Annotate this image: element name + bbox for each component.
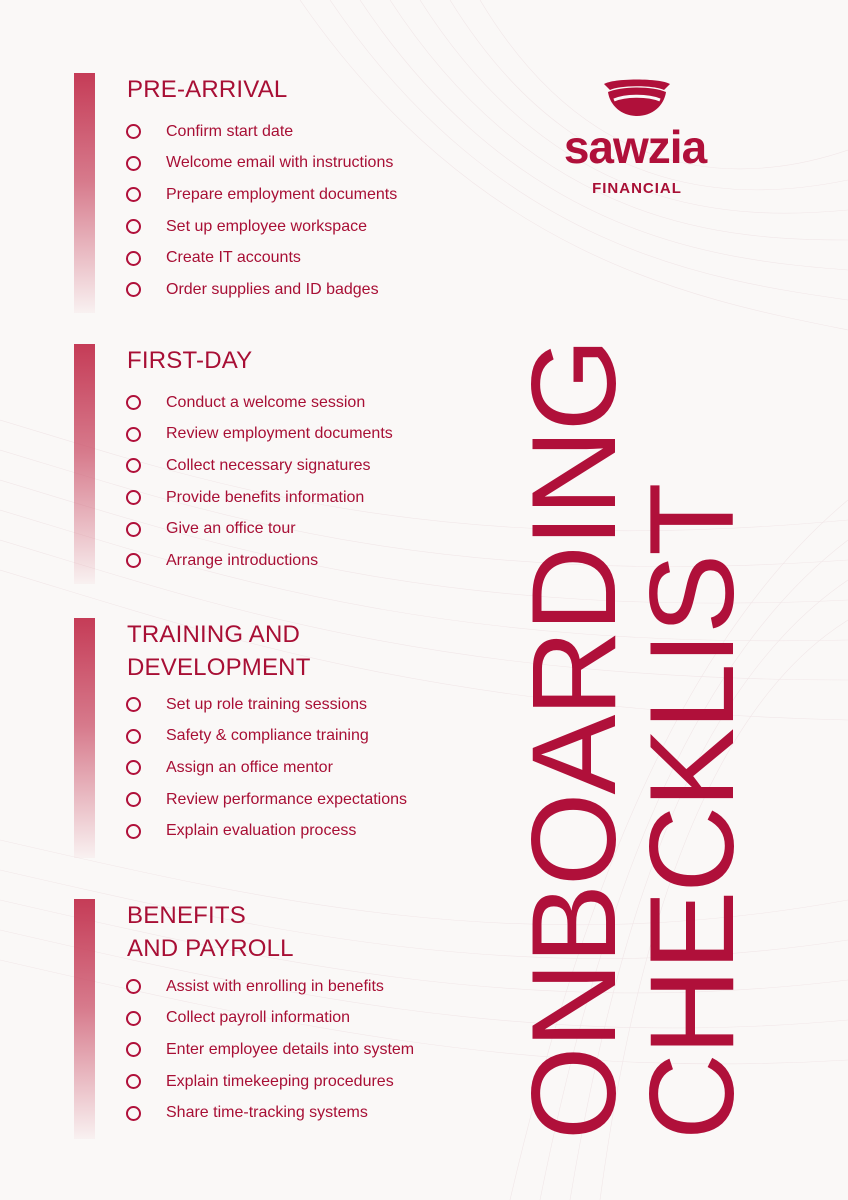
checkbox-circle-icon[interactable] [126,219,141,234]
checkbox-circle-icon[interactable] [126,156,141,171]
checklist-item[interactable]: Set up role training sessions [126,689,407,721]
checklist-item[interactable]: Assign an office mentor [126,752,407,784]
checklist-item[interactable]: Welcome email with instructions [126,148,397,180]
checkbox-circle-icon[interactable] [126,124,141,139]
checkbox-circle-icon[interactable] [126,395,141,410]
checklist-item[interactable]: Set up employee workspace [126,211,397,243]
checklist-item[interactable]: Confirm start date [126,116,397,148]
checklist-item[interactable]: Order supplies and ID badges [126,274,397,306]
section-heading: TRAINING AND DEVELOPMENT [127,621,311,681]
checkbox-circle-icon[interactable] [126,1106,141,1121]
checkbox-circle-icon[interactable] [126,458,141,473]
page-title-line1: ONBOARDING [507,339,641,1140]
section-accent-bar [74,899,95,1139]
checklist-item[interactable]: Review performance expectations [126,784,407,816]
brand-name: sawzia [563,121,707,173]
checkbox-circle-icon[interactable] [126,490,141,505]
page-title-line2: CHECKLIST [625,484,759,1140]
checklist-item[interactable]: Arrange introductions [126,545,393,577]
checklist-item[interactable]: Collect necessary signatures [126,450,393,482]
brand-logo [530,70,740,200]
section-accent-bar [74,344,95,584]
section-heading: PRE-ARRIVAL [127,76,288,103]
checklist-item[interactable]: Share time-tracking systems [126,1097,414,1129]
checklist-item[interactable]: Safety & compliance training [126,721,407,753]
checkbox-circle-icon[interactable] [126,553,141,568]
checklist-item[interactable]: Assist with enrolling in benefits [126,971,414,1003]
checkbox-circle-icon[interactable] [126,760,141,775]
checklist-item[interactable]: Review employment documents [126,419,393,451]
checklist-item[interactable]: Create IT accounts [126,242,397,274]
checkbox-circle-icon[interactable] [126,187,141,202]
checklist-item[interactable]: Explain timekeeping procedures [126,1066,414,1098]
checklist-item[interactable]: Enter employee details into system [126,1034,414,1066]
checklist-item[interactable]: Prepare employment documents [126,179,397,211]
section-accent-bar [74,73,95,313]
checkbox-circle-icon[interactable] [126,282,141,297]
checklist-item[interactable]: Conduct a welcome session [126,387,393,419]
checkbox-circle-icon[interactable] [126,1074,141,1089]
section-pre-arrival [74,73,474,313]
section-heading: BENEFITS AND PAYROLL [127,902,294,962]
section-accent-bar [74,618,95,858]
checkbox-circle-icon[interactable] [126,979,141,994]
checklist-item[interactable]: Collect payroll information [126,1003,414,1035]
brand-subtitle: FINANCIAL [592,180,682,197]
bowl-logo-icon [602,70,672,118]
checkbox-circle-icon[interactable] [126,522,141,537]
checkbox-circle-icon[interactable] [126,251,141,266]
checklist-item[interactable]: Give an office tour [126,513,393,545]
section-training-development [74,618,474,858]
checklist-item[interactable]: Explain evaluation process [126,815,407,847]
checkbox-circle-icon[interactable] [126,1042,141,1057]
checkbox-circle-icon[interactable] [126,427,141,442]
section-heading: FIRST-DAY [127,347,253,374]
section-first-day [74,344,474,584]
checkbox-circle-icon[interactable] [126,1011,141,1026]
checklist-item[interactable]: Provide benefits information [126,482,393,514]
checkbox-circle-icon[interactable] [126,729,141,744]
section-benefits-payroll [74,899,474,1139]
checkbox-circle-icon[interactable] [126,792,141,807]
checkbox-circle-icon[interactable] [126,824,141,839]
checkbox-circle-icon[interactable] [126,697,141,712]
